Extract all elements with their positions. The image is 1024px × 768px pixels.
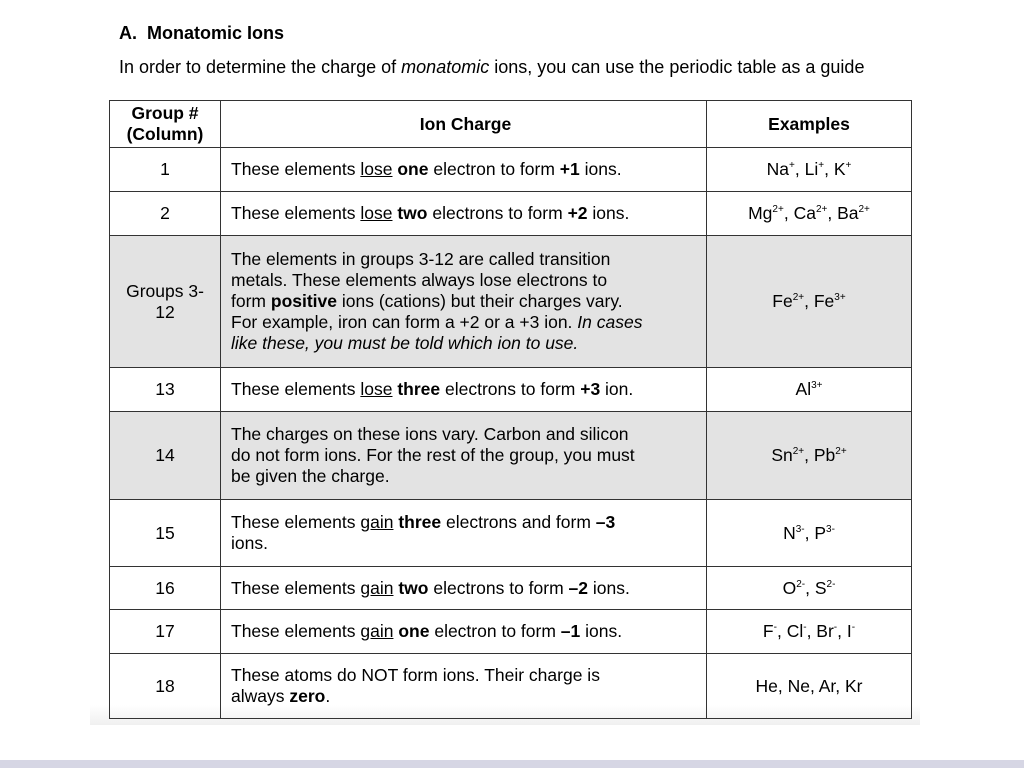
table-row — [110, 148, 912, 192]
examples-cell: $Mg^{2+}$, $Ca^{2+}$, $Ba^{2+}$ — [707, 192, 912, 236]
group-cell: 2 — [110, 192, 221, 236]
charge-cell: These elements lose two electrons to form +2 ions. — [221, 192, 707, 236]
examples-cell: F-, Cl-, Br-, I- — [707, 610, 912, 654]
group-cell: Groups 3- 12 — [110, 236, 221, 368]
charge-cell: The charges on these ions vary. Carbon and silicon do not form ions. For the rest of the group, you must be given the charge. — [221, 412, 707, 500]
header-ion-charge: Ion Charge — [221, 101, 707, 148]
charge-cell: These elements lose one electron to form +1 ions. — [221, 148, 707, 192]
examples-cell: $Al^{3+}$ — [707, 368, 912, 412]
section-title: A. Monatomic Ions — [119, 23, 285, 43]
charge-cell: These elements lose three electrons to form +3 ion. — [221, 368, 707, 412]
examples-cell: He, Ne, Ar, Kr — [707, 654, 912, 719]
header-examples: Examples — [707, 101, 912, 148]
group-cell: 15 — [110, 500, 221, 567]
intro-text: In order to determine the charge of monatomic ions, you can use the periodic table as a guide — [119, 57, 865, 77]
group-cell: 16 — [110, 567, 221, 610]
table-row — [110, 567, 912, 610]
table-row — [110, 192, 912, 236]
header-group: Group # (Column) — [110, 101, 221, 148]
table-row — [110, 368, 912, 412]
charge-cell: These atoms do NOT form ions. Their charge is always zero. — [221, 654, 707, 719]
group-cell: 17 — [110, 610, 221, 654]
examples-cell: $O^{2-}$, $S^{2-}$ — [707, 567, 912, 610]
table-header-row — [110, 101, 912, 148]
charge-cell: These elements gain one electron to form –1 ions. — [221, 610, 707, 654]
table-row — [110, 412, 912, 500]
table-row — [110, 236, 912, 368]
table-row — [110, 654, 912, 719]
charge-cell: The elements in groups 3-12 are called transition metals. These elements always lose electrons to form positive ions (cations) but their charges vary. For example, iron can form a +2 or a +3 ion. In cases like these, you must be told which ion to use. — [221, 236, 707, 368]
table-row — [110, 610, 912, 654]
bottom-strip — [0, 760, 1024, 768]
group-cell: 13 — [110, 368, 221, 412]
intro-emphasis: monatomic — [401, 57, 490, 77]
examples-cell: Na+, Li+, K+ — [707, 148, 912, 192]
charge-cell: These elements gain two electrons to form –2 ions. — [221, 567, 707, 610]
examples-cell: $Fe^{2+}$, $Fe^{3+}$ — [707, 236, 912, 368]
group-cell: 18 — [110, 654, 221, 719]
group-cell: 1 — [110, 148, 221, 192]
ions-table — [109, 100, 912, 719]
charge-cell: These elements gain three electrons and form –3 ions. — [221, 500, 707, 567]
examples-cell: $N^{3-}$, $P^{3-}$ — [707, 500, 912, 567]
table-row — [110, 500, 912, 567]
group-cell: 14 — [110, 412, 221, 500]
examples-cell: $Sn^{2+}$, $Pb^{2+}$ — [707, 412, 912, 500]
